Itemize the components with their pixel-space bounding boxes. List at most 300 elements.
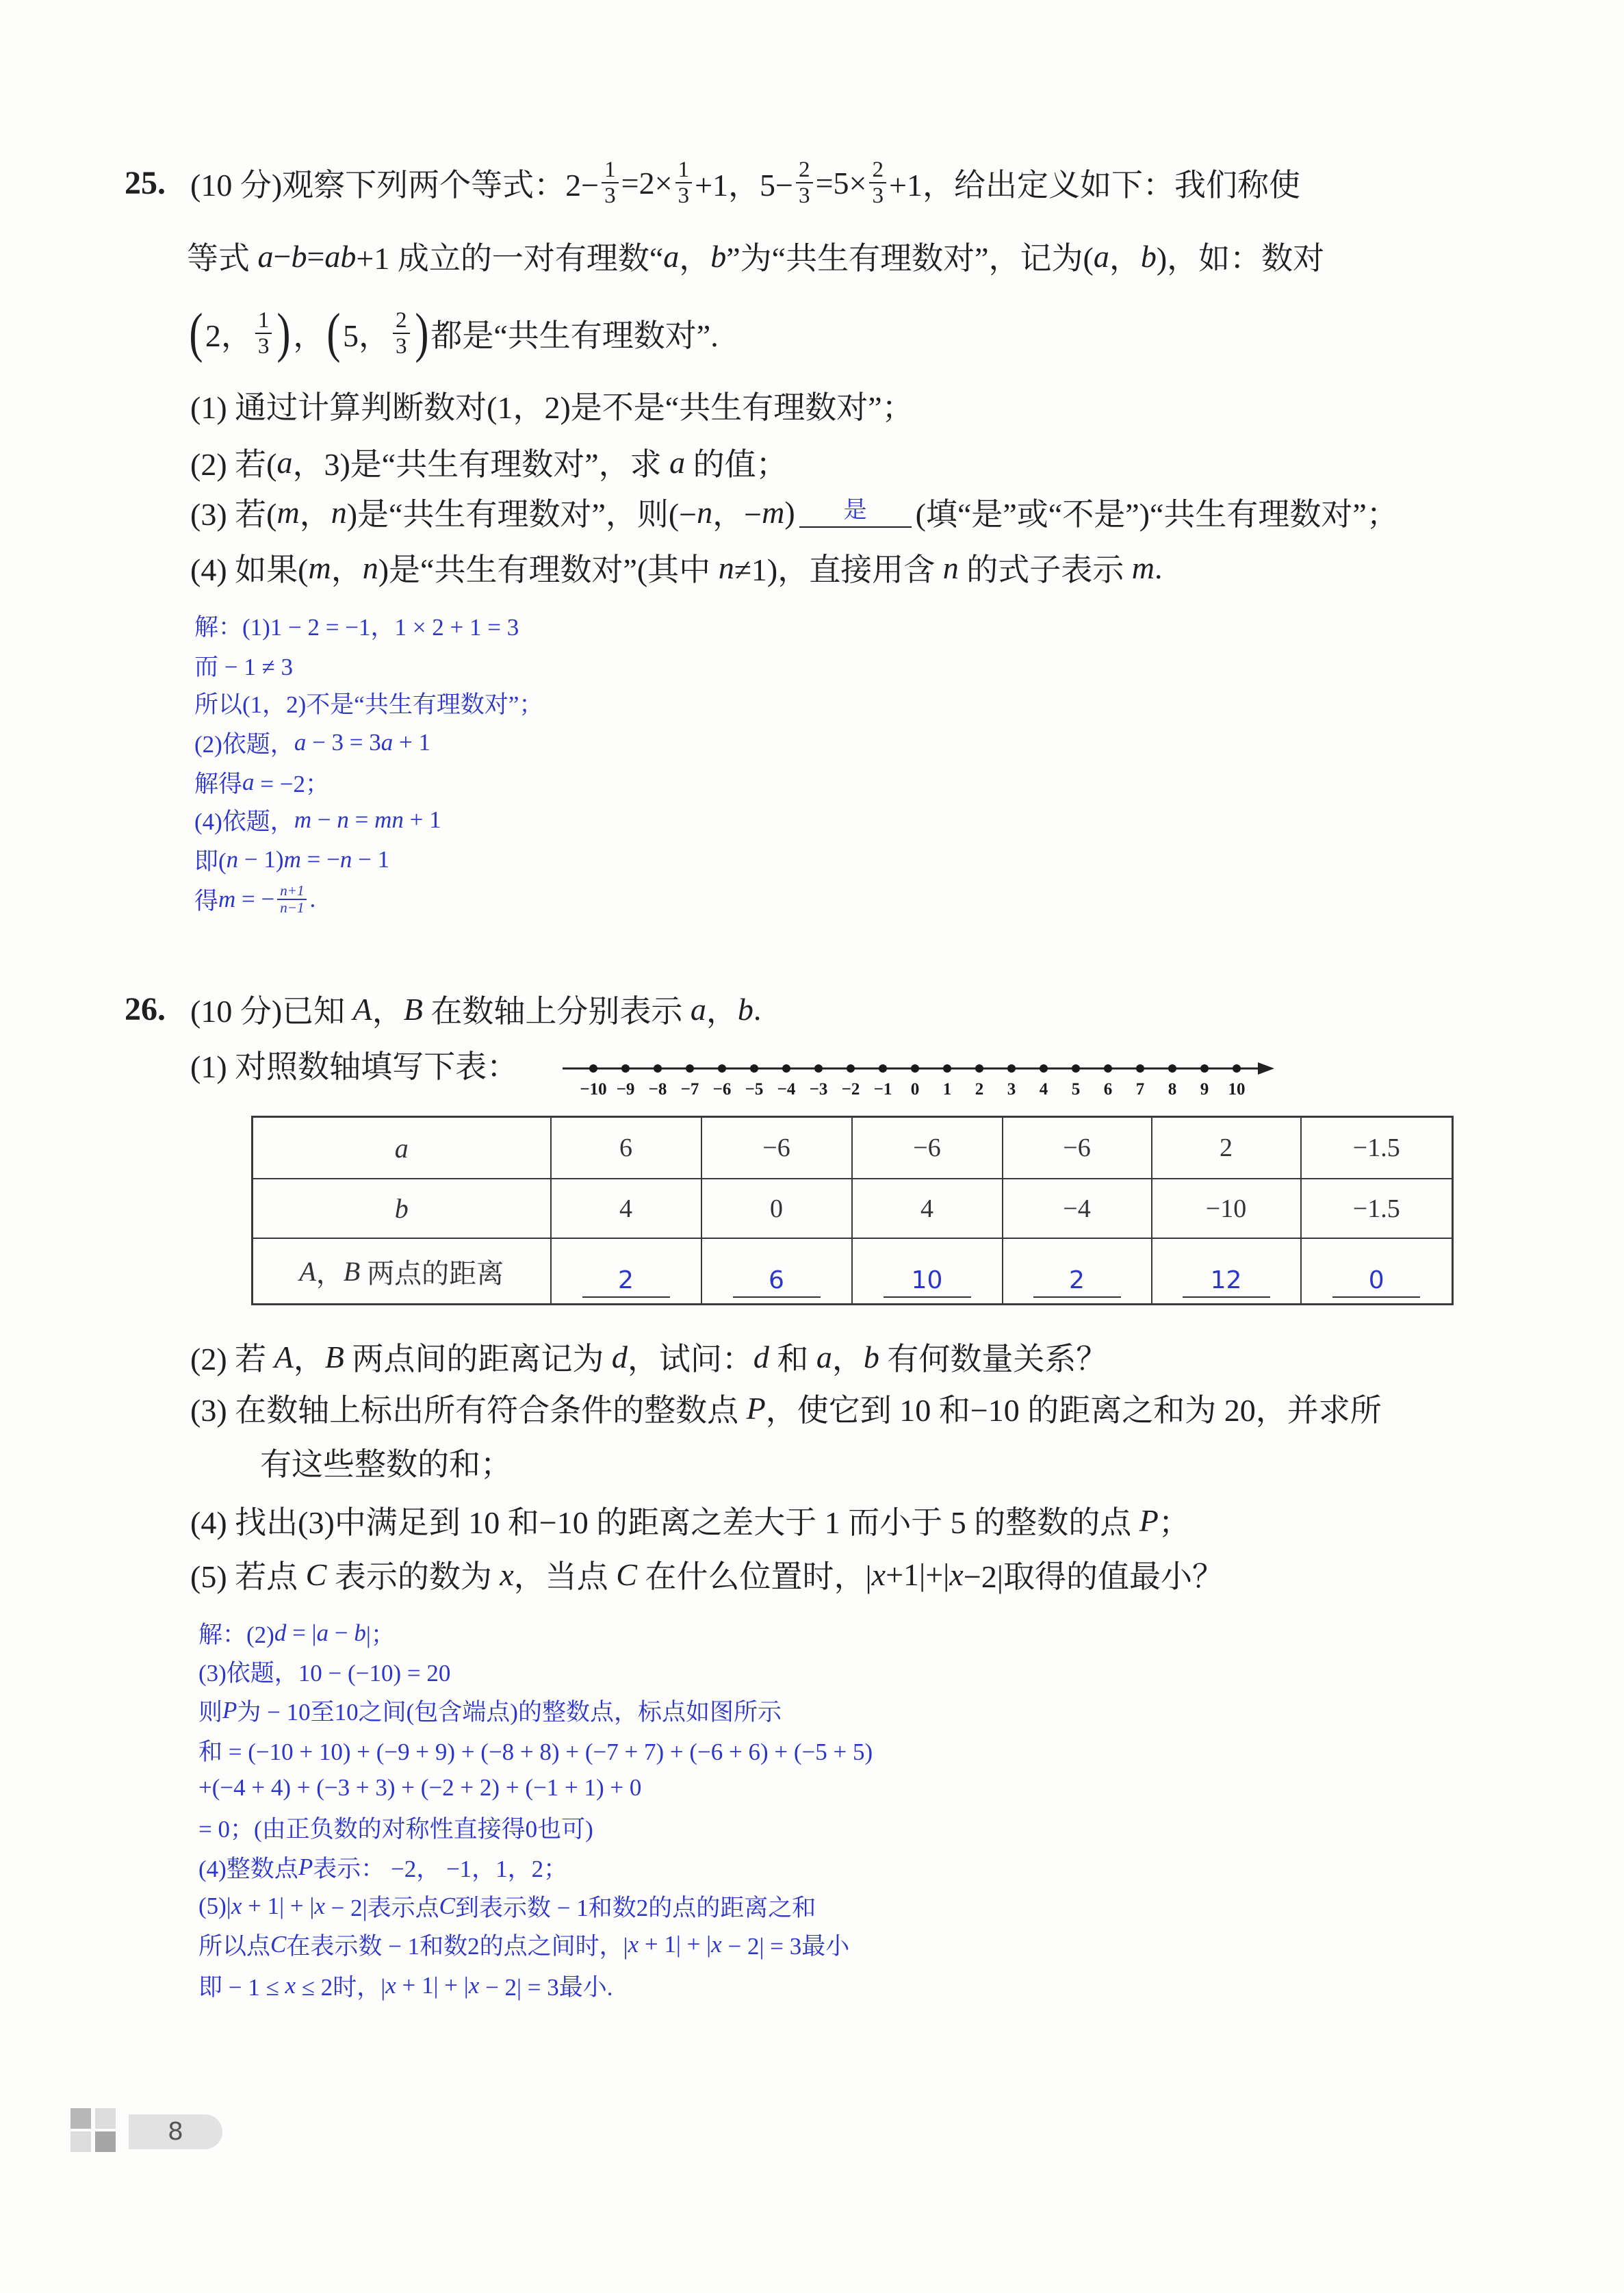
fraction (255, 308, 272, 359)
variable: A (299, 1255, 316, 1287)
variable: P (746, 1390, 766, 1426)
text-run: +1，给出定义如下：我们称使 (889, 168, 1300, 203)
number-line-dot (1168, 1064, 1176, 1073)
problem-25-solution-line (194, 880, 315, 919)
problem-25-stem-line-3 (187, 302, 719, 363)
fraction-denominator: n−1 (280, 899, 305, 916)
table-cell: 2 (1152, 1117, 1301, 1179)
variable: C (616, 1557, 637, 1592)
fraction-numerator: 2 (796, 157, 813, 183)
variable: x (385, 1972, 396, 1999)
number-line-label: 7 (1135, 1080, 1145, 1099)
problem-26-solution-line (198, 1887, 816, 1925)
variable: a (242, 769, 255, 795)
number-line-label: 1 (942, 1080, 952, 1099)
table-cell: 4 (551, 1179, 701, 1238)
variable: B (324, 1339, 344, 1374)
variable: b (354, 1619, 366, 1646)
answer-blank: 是 (799, 496, 912, 528)
row-label-cell (253, 1238, 551, 1305)
number-line-dot (847, 1064, 855, 1073)
problem-25-solution-line (194, 606, 519, 645)
text-run: 等式 (187, 241, 258, 276)
text-run: ， (372, 994, 404, 1029)
text-run: =5× (815, 165, 867, 201)
number-line-dot (782, 1064, 790, 1073)
text-run: +1 成立的一对有理数“ (356, 241, 664, 276)
text-run: + 1| + | (396, 1972, 469, 1999)
answer-blank: 0 (1332, 1265, 1420, 1298)
text-run: . (1155, 550, 1163, 585)
problem-26-part-3 (190, 1381, 1382, 1435)
variable: m (762, 494, 785, 530)
problem-26-solution-line (198, 1731, 873, 1769)
text-run: 所以(1，2)不是“共生有理数对”； (194, 691, 543, 718)
table-cell: 6 (551, 1117, 701, 1179)
fraction-denominator: 3 (799, 183, 810, 208)
text-run: 解：(2) (198, 1622, 274, 1648)
number-line-label: 4 (1039, 1080, 1048, 1099)
fraction-numerator: 1 (255, 308, 272, 334)
problem-25-part-2 (190, 435, 788, 489)
number-line-dot (654, 1064, 662, 1073)
variable: A (274, 1339, 294, 1374)
problem-26-part-5 (190, 1547, 1224, 1602)
number-line-label: −7 (680, 1080, 699, 1099)
table-cell: 0 (701, 1179, 852, 1238)
number-line-label: −1 (873, 1080, 892, 1099)
number-line-label: 8 (1168, 1080, 1177, 1099)
text-run: ， (331, 552, 363, 587)
number-line-dot (750, 1064, 758, 1073)
table-cell (852, 1238, 1003, 1305)
text-run: +1，5− (695, 168, 793, 203)
variable: x (314, 1893, 325, 1919)
text-run: (填“是”或“不是”)“共生有理数对”； (915, 497, 1398, 532)
number-line-label: −3 (809, 1080, 828, 1099)
problem-25-solution-line (194, 646, 293, 684)
big-parenthesis: ( (189, 302, 203, 363)
problem-26-solution-line (198, 1808, 593, 1847)
answer-blank: 2 (1033, 1265, 1121, 1298)
text-run: = | (286, 1619, 317, 1646)
table-cell: 4 (852, 1179, 1003, 1238)
fraction-numerator: 2 (393, 308, 410, 334)
variable: n (331, 494, 347, 530)
variable: a (316, 1619, 329, 1646)
variable: n (337, 806, 349, 833)
fraction-numerator: n+1 (277, 883, 307, 900)
text-run: +(−4 + 4) + (−3 + 3) + (−2 + 2) + (−1 + 1) + 0 (198, 1774, 642, 1801)
variable: b (394, 1193, 409, 1224)
text-run: (3) 在数轴上标出所有符合条件的整数点 (190, 1393, 747, 1428)
number-line-label: 5 (1071, 1080, 1081, 1099)
page-number: 8 (168, 2118, 183, 2146)
variable: P (222, 1697, 237, 1724)
text-run: − 2|表示点 (324, 1895, 439, 1921)
distance-table (251, 1116, 1454, 1305)
problem-25-part-1 (190, 378, 914, 433)
row-label-cell (253, 1179, 551, 1238)
text-run: = (307, 238, 325, 274)
variable: a (1093, 238, 1109, 274)
text-run: 5， (343, 318, 390, 353)
text-run: 则 (198, 1699, 223, 1726)
big-parenthesis: ) (276, 302, 291, 363)
variable: a (663, 238, 680, 274)
fraction (869, 157, 886, 208)
text-run: 解：(1)1 − 2 = −1，1 × 2 + 1 = 3 (194, 614, 519, 641)
text-run: 即 − 1 ≤ (198, 1974, 285, 2001)
variable: m (218, 886, 236, 912)
table-cell: −1.5 (1301, 1179, 1453, 1238)
text-run: 两点间的距离记为 (344, 1342, 612, 1376)
number-line-dot (943, 1064, 951, 1073)
variable: a (276, 444, 293, 480)
text-run: 表示： −2， −1，1，2； (313, 1856, 568, 1882)
text-run: )是“共生有理数对”(其中 (378, 552, 719, 587)
corner-square (70, 2108, 91, 2129)
answer-blank: 12 (1183, 1265, 1270, 1298)
variable: b (737, 991, 753, 1027)
problem-25-solution-line (194, 801, 441, 839)
text-run: + 1 (403, 806, 441, 833)
text-run: − 1) (238, 846, 284, 873)
number-line-label: −8 (648, 1080, 667, 1099)
text-run: ，当点 (513, 1559, 617, 1594)
number-line-dot (1233, 1064, 1241, 1073)
number-line-dot (621, 1064, 630, 1073)
text-run: + 1| + | (639, 1931, 712, 1958)
text-run: |； (365, 1622, 395, 1648)
corner-square (70, 2131, 91, 2152)
row-label-cell (253, 1117, 551, 1179)
text-run: 所以点 (198, 1933, 271, 1960)
variable: m (276, 494, 300, 530)
text-run: (4)依题， (194, 808, 294, 835)
text-run: 即( (194, 848, 227, 875)
number-line-label: 3 (1007, 1080, 1016, 1099)
problem-26-part-3-continued (260, 1435, 512, 1489)
variable: n (718, 550, 734, 585)
problem-25-solution-line (194, 684, 543, 722)
table-cell: −6 (701, 1117, 852, 1179)
variable: x (871, 1557, 886, 1592)
text-run: ； (1158, 1505, 1190, 1540)
variable: P (1139, 1502, 1159, 1538)
variable: b (291, 238, 307, 274)
variable: m (1131, 550, 1155, 585)
text-run: 有何数量关系？ (879, 1342, 1108, 1376)
text-run: ， (315, 1257, 344, 1289)
text-run: ，3)是“共生有理数对”，求 (292, 447, 670, 482)
number-line-label: 0 (910, 1080, 920, 1099)
number-line-label: −5 (745, 1080, 764, 1099)
fraction (602, 157, 619, 208)
table-row-distance (253, 1238, 1453, 1305)
text-run: + 1| + | (242, 1893, 315, 1919)
row-label-a (253, 1132, 550, 1164)
problem-26-part-4 (190, 1493, 1190, 1548)
variable: b (1140, 238, 1157, 274)
variable: a (294, 729, 307, 756)
number-line-dot (975, 1064, 983, 1073)
number-line (547, 1053, 1287, 1108)
variable: m (294, 806, 312, 833)
text-run: − 3 = 3 (306, 729, 381, 756)
text-run: 在表示数 − 1和数2的点之间时，| (286, 1933, 628, 1960)
fraction-numerator: 1 (602, 157, 619, 183)
text-run: ≤ 2时，| (296, 1974, 386, 2001)
number-line-label: −6 (712, 1080, 732, 1099)
variable: a (257, 238, 274, 274)
problem-25-part-3 (190, 485, 1398, 539)
variable: x (628, 1931, 639, 1958)
number-line-dot (1007, 1064, 1016, 1073)
number-line-label: 6 (1103, 1080, 1113, 1099)
text-run: ) (784, 494, 795, 530)
variable: P (298, 1854, 313, 1880)
variable: n (942, 550, 959, 585)
variable: a (394, 1132, 409, 1164)
text-run: 和 = (−10 + 10) + (−9 + 9) + (−8 + 8) + (−7 + 7) + (−6 + 6) + (−5 + 5) (198, 1739, 873, 1765)
variable: m (308, 550, 331, 585)
table-cell: −6 (1003, 1117, 1152, 1179)
variable: B (403, 991, 423, 1027)
table-row-b (253, 1179, 1453, 1238)
text-run: 解得 (194, 771, 243, 797)
variable: d (753, 1339, 769, 1374)
problem-26-solution-line (198, 1925, 849, 1964)
variable: C (270, 1931, 287, 1958)
text-run: − (328, 1619, 355, 1646)
problem-26-part-2 (190, 1329, 1107, 1384)
number-line-dot (879, 1064, 887, 1073)
table-cell (1301, 1238, 1453, 1305)
text-run: ， (832, 1342, 864, 1376)
text-run: ≠1)，直接用含 (734, 552, 943, 587)
text-run: )是“共生有理数对”，则(− (346, 497, 697, 532)
text-run: − 2| = 3最小 (721, 1933, 850, 1960)
text-run: (3) 若( (190, 497, 277, 532)
variable: b (863, 1339, 879, 1374)
text-run: =2× (621, 165, 673, 201)
variable: B (343, 1255, 361, 1287)
text-run: (2) 若( (190, 447, 277, 482)
variable: mn (374, 806, 404, 833)
problem-26-number: 26. (125, 990, 166, 1027)
text-run: = −2； (254, 771, 329, 797)
number-line-label: 10 (1228, 1080, 1246, 1099)
table-cell: −1.5 (1301, 1117, 1453, 1179)
text-run: 到表示数 − 1和数2的点的距离之和 (455, 1895, 816, 1921)
text-run: ， (293, 1342, 325, 1376)
variable: a (669, 444, 686, 480)
variable: a (690, 991, 706, 1027)
fraction (675, 157, 693, 208)
number-line-label: −2 (841, 1080, 860, 1099)
text-run: 表示的数为 (326, 1559, 500, 1594)
number-line-dot (814, 1064, 823, 1073)
row-label-b (253, 1192, 550, 1225)
text-run: = − (235, 886, 275, 912)
text-run: 在什么位置时，| (636, 1559, 872, 1594)
problem-26-solution-line (198, 1967, 613, 2005)
text-run: 在数轴上分别表示 (422, 994, 691, 1029)
variable: C (305, 1557, 327, 1592)
corner-square (95, 2131, 116, 2152)
variable: n (226, 846, 239, 873)
text-run: ， (293, 318, 325, 353)
variable: ab (324, 238, 357, 274)
number-line-dot (1072, 1064, 1080, 1073)
answer-blank: 2 (582, 1265, 670, 1298)
text-run: (1) 对照数轴填写下表： (190, 1049, 519, 1084)
text-run: ，试问： (627, 1342, 753, 1376)
fraction (393, 308, 410, 359)
variable: x (285, 1972, 296, 1999)
number-line-dot (718, 1064, 726, 1073)
problem-26-solution-line (198, 1652, 450, 1691)
text-run: − 1 (352, 846, 390, 873)
answer-blank: 6 (733, 1265, 821, 1298)
problem-26-stem-line-1 (190, 982, 761, 1036)
text-run: ， (1109, 241, 1141, 276)
variable: x (711, 1931, 722, 1958)
text-run: (4) 找出(3)中满足到 10 和−10 的距离之差大于 1 而小于 5 的整数的点 (190, 1505, 1139, 1540)
text-run: (1) 通过计算判断数对(1，2)是不是“共生有理数对”； (190, 390, 914, 425)
text-run: )，如：数对 (1156, 241, 1325, 276)
table-cell: −10 (1152, 1179, 1301, 1238)
text-run: 有这些整数的和； (260, 1447, 512, 1482)
variable: d (611, 1339, 628, 1374)
variable: x (949, 1557, 964, 1592)
text-run: + 1 (393, 729, 431, 756)
number-line-label: 2 (975, 1080, 984, 1099)
number-line-dot (589, 1064, 597, 1073)
problem-25-number: 25. (125, 164, 166, 201)
corner-square (95, 2108, 116, 2129)
problem-26-solution-line (198, 1769, 641, 1807)
text-run: (5)| (198, 1893, 231, 1919)
fraction-denominator: 3 (678, 183, 690, 208)
text-run: ”为“共生有理数对”，记为( (726, 241, 1094, 276)
text-run: (4)整数点 (198, 1856, 298, 1882)
text-run: ， (706, 994, 738, 1029)
number-line-dot (1136, 1064, 1144, 1073)
number-line-label: 9 (1200, 1080, 1209, 1099)
page-number-tab (129, 2114, 222, 2149)
text-run: (5) 若点 (190, 1559, 306, 1594)
text-run: 的值； (685, 447, 788, 482)
problem-25-stem-line-2 (187, 229, 1324, 283)
number-line-dot (911, 1064, 919, 1073)
big-parenthesis: ) (414, 302, 429, 363)
fraction-denominator: 3 (396, 333, 407, 359)
number-line-label: −4 (777, 1080, 796, 1099)
problem-25-solution-line (194, 763, 329, 802)
problem-26-solution-line (198, 1614, 395, 1652)
table-cell: −4 (1003, 1179, 1152, 1238)
variable: x (468, 1972, 480, 1999)
problem-25-part-4 (190, 540, 1163, 595)
table-row-a (253, 1117, 1453, 1179)
number-line-dot (1200, 1064, 1209, 1073)
problem-25-stem-line-1 (190, 155, 1300, 210)
table-cell (1003, 1238, 1152, 1305)
fraction-numerator: 2 (869, 157, 886, 183)
row-label-distance (253, 1252, 550, 1291)
text-run: − (311, 806, 337, 833)
number-line-label: −9 (616, 1080, 635, 1099)
variable: n (697, 494, 713, 530)
text-run: ， (299, 497, 331, 532)
text-run: (2)依题， (194, 731, 294, 758)
variable: n (339, 846, 352, 873)
variable: a (816, 1339, 832, 1374)
fraction (796, 157, 813, 208)
text-run: ，使它到 10 和−10 的距离之和为 20，并求所 (765, 1393, 1382, 1428)
text-run: . (309, 886, 316, 912)
problem-26-solution-line (198, 1691, 782, 1730)
problem-25-solution-line (194, 723, 430, 762)
fraction-denominator: 3 (872, 183, 884, 208)
problem-26-solution-line (198, 1848, 567, 1886)
text-run: . (753, 991, 762, 1027)
text-run: = (348, 806, 375, 833)
problem-26-part-1 (190, 1037, 518, 1092)
text-run: −2|取得的值最小？ (963, 1559, 1224, 1594)
text-run: 2， (205, 318, 253, 353)
variable: C (439, 1893, 456, 1919)
text-run: ，− (712, 497, 762, 532)
number-line-label: −10 (580, 1080, 607, 1099)
problem-25-solution-line (194, 841, 389, 879)
text-run: − 2| = 3最小. (479, 1974, 613, 2001)
text-run: = 0；(由正负数的对称性直接得0也可) (198, 1816, 593, 1843)
fraction-denominator: 3 (257, 333, 270, 359)
number-line-arrow-icon (1258, 1062, 1274, 1075)
variable: b (710, 238, 727, 274)
variable: a (381, 729, 394, 756)
text-run: ， (679, 241, 711, 276)
text-run: 得 (194, 888, 219, 914)
fraction (277, 883, 307, 915)
variable: n (362, 550, 378, 585)
variable: A (352, 991, 372, 1027)
fraction-numerator: 1 (675, 157, 693, 183)
text-run: 而 − 1 ≠ 3 (194, 654, 293, 680)
variable: m (283, 846, 301, 873)
text-run: 两点的距离 (360, 1257, 504, 1289)
table-cell (701, 1238, 852, 1305)
table-cell: −6 (852, 1117, 1003, 1179)
answer-blank: 10 (884, 1265, 971, 1298)
text-run: (3)依题，10 − (−10) = 20 (198, 1660, 451, 1687)
text-run: = − (300, 846, 340, 873)
text-run: 为 − 10至10之间(包含端点)的整数点，标点如图所示 (237, 1699, 782, 1726)
fraction-denominator: 3 (604, 183, 616, 208)
text-run: (2) 若 (190, 1342, 274, 1376)
text-run: (10 分)已知 (190, 994, 353, 1029)
table-cell (1152, 1238, 1301, 1305)
number-line-dot (1104, 1064, 1112, 1073)
big-parenthesis: ( (326, 302, 341, 363)
variable: x (500, 1557, 514, 1592)
table-cell (551, 1238, 701, 1305)
number-line-dot (686, 1064, 694, 1073)
text-run: 的式子表示 (958, 552, 1132, 587)
